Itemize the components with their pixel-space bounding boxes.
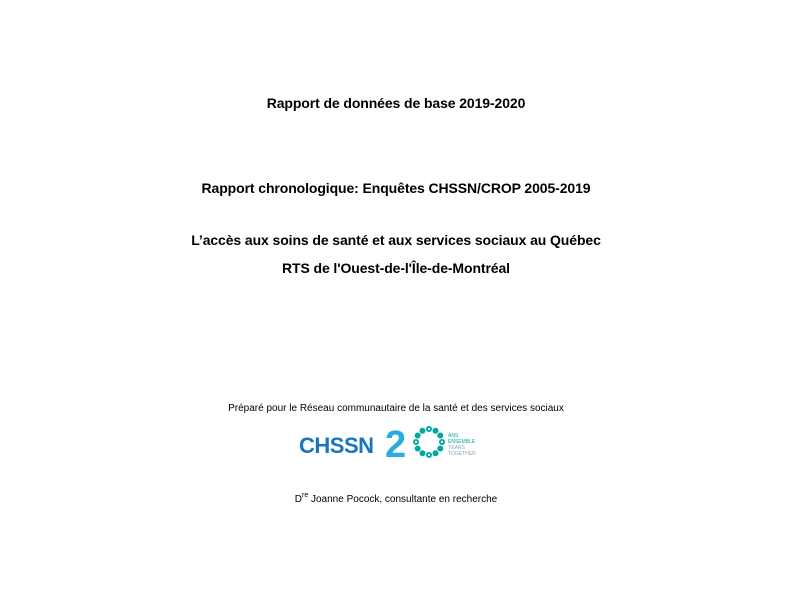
logo-tagline-4: TOGETHER xyxy=(448,451,476,457)
author-prefix-sup: re xyxy=(301,492,309,499)
report-title: Rapport de données de base 2019-2020 xyxy=(266,95,526,111)
report-subtitle: Rapport chronologique: Enquêtes CHSSN/CROP 2005-2019 xyxy=(201,180,591,196)
logo-tagline-1: ANS xyxy=(448,433,459,439)
prepared-for-text: Préparé pour le Réseau communautaire de la santé et des services sociaux xyxy=(228,403,564,414)
logo-number: 2 xyxy=(385,424,407,460)
logo-tagline-3: YEARS xyxy=(448,445,465,451)
logo-wordmark: CHSSN xyxy=(299,433,374,458)
report-topic: L’accès aux soins de santé et aux services sociaux au Québec xyxy=(191,232,601,248)
logo-flower-icon xyxy=(413,426,445,458)
author-credit xyxy=(0,494,792,505)
report-region: RTS de l'Ouest-de-l'Île-de-Montréal xyxy=(282,260,510,276)
author-prefix: D xyxy=(294,494,302,505)
author-name: Joanne Pocock, consultante en recherche xyxy=(308,494,498,505)
chssn-logo xyxy=(299,424,499,460)
logo-tagline-2: ENSEMBLE xyxy=(448,439,476,445)
